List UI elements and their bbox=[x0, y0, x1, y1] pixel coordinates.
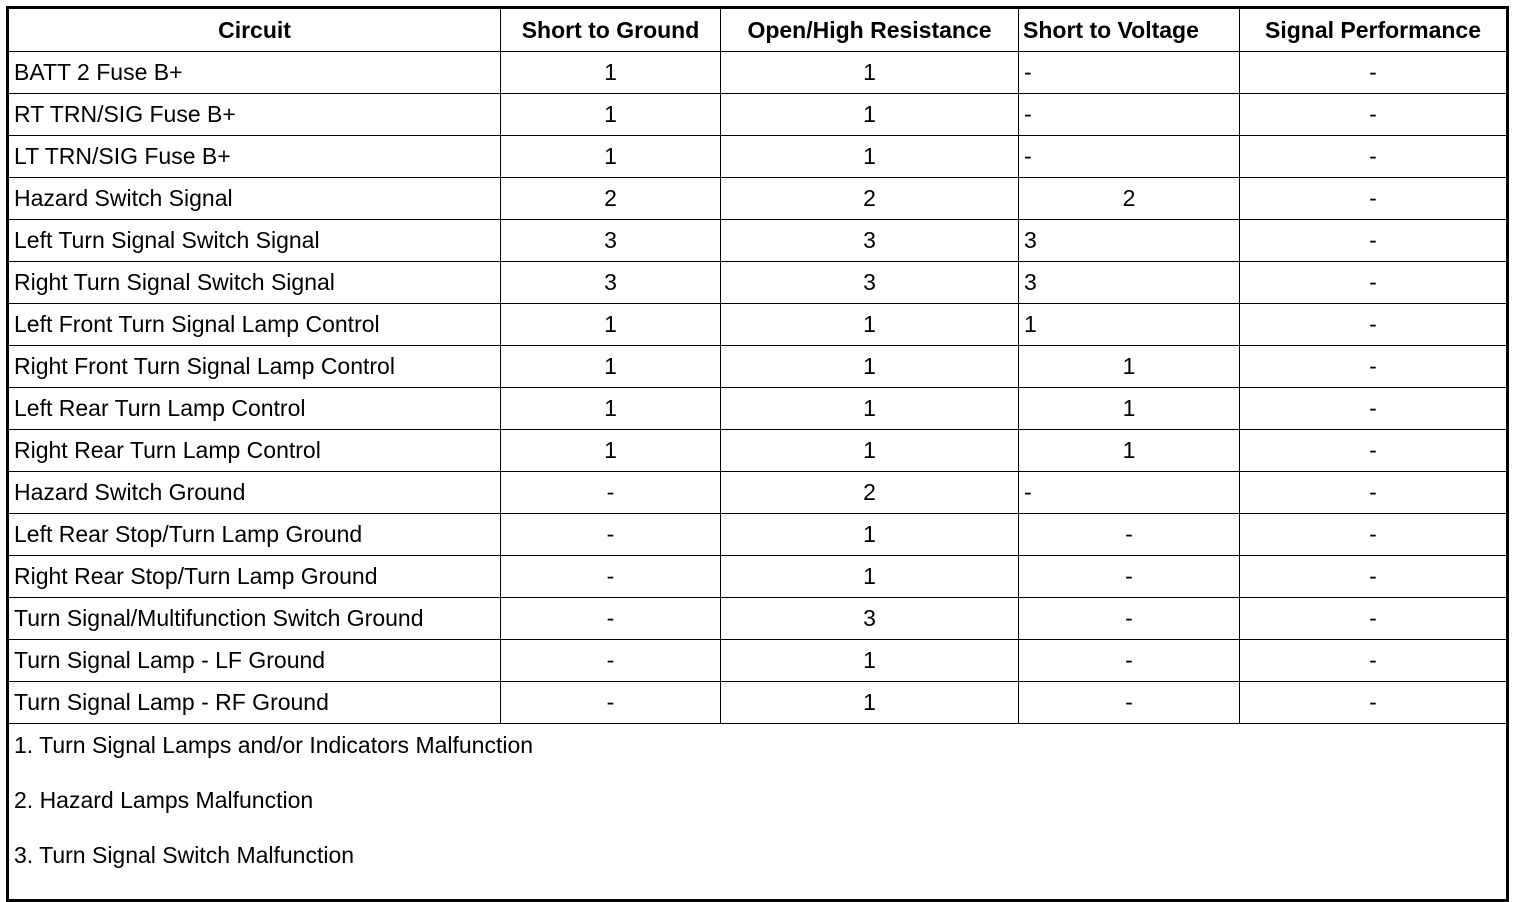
short-to-voltage-cell: - bbox=[1019, 94, 1240, 136]
table-row bbox=[8, 178, 1508, 220]
short-to-voltage-cell: - bbox=[1019, 52, 1240, 94]
open-high-resistance-cell: 1 bbox=[721, 640, 1019, 682]
open-high-resistance-cell: 1 bbox=[721, 346, 1019, 388]
table-row bbox=[8, 556, 1508, 598]
signal-performance-cell: - bbox=[1240, 682, 1508, 724]
open-high-resistance-cell: 1 bbox=[721, 430, 1019, 472]
short-to-ground-cell: 1 bbox=[501, 52, 721, 94]
short-to-ground-cell: 1 bbox=[501, 94, 721, 136]
signal-performance-cell: - bbox=[1240, 388, 1508, 430]
short-to-voltage-cell: - bbox=[1019, 556, 1240, 598]
table-row bbox=[8, 640, 1508, 682]
short-to-ground-cell: 1 bbox=[501, 430, 721, 472]
open-high-resistance-cell: 2 bbox=[721, 178, 1019, 220]
table-row bbox=[8, 136, 1508, 178]
column-header-short-to-ground: Short to Ground bbox=[501, 8, 721, 52]
circuit-cell: RT TRN/SIG Fuse B+ bbox=[8, 94, 501, 136]
signal-performance-cell: - bbox=[1240, 598, 1508, 640]
signal-performance-cell: - bbox=[1240, 94, 1508, 136]
short-to-ground-cell: 1 bbox=[501, 346, 721, 388]
note-2: 2. Hazard Lamps Malfunction bbox=[14, 787, 314, 813]
signal-performance-cell: - bbox=[1240, 514, 1508, 556]
signal-performance-cell: - bbox=[1240, 472, 1508, 514]
table-row bbox=[8, 262, 1508, 304]
short-to-voltage-cell: - bbox=[1019, 136, 1240, 178]
signal-performance-cell: - bbox=[1240, 136, 1508, 178]
table-row bbox=[8, 472, 1508, 514]
open-high-resistance-cell: 3 bbox=[721, 262, 1019, 304]
table-row bbox=[8, 388, 1508, 430]
open-high-resistance-cell: 1 bbox=[721, 388, 1019, 430]
signal-performance-cell: - bbox=[1240, 304, 1508, 346]
table-header-row bbox=[8, 8, 1508, 52]
circuit-cell: Right Front Turn Signal Lamp Control bbox=[8, 346, 501, 388]
signal-performance-cell: - bbox=[1240, 220, 1508, 262]
notes-cell bbox=[8, 724, 1508, 901]
short-to-ground-cell: - bbox=[501, 682, 721, 724]
table-row bbox=[8, 220, 1508, 262]
short-to-ground-cell: 1 bbox=[501, 388, 721, 430]
circuit-cell: Left Rear Stop/Turn Lamp Ground bbox=[8, 514, 501, 556]
signal-performance-cell: - bbox=[1240, 178, 1508, 220]
table-row bbox=[8, 346, 1508, 388]
circuit-cell: Left Front Turn Signal Lamp Control bbox=[8, 304, 501, 346]
open-high-resistance-cell: 1 bbox=[721, 52, 1019, 94]
short-to-ground-cell: 2 bbox=[501, 178, 721, 220]
column-header-open-high-resistance: Open/High Resistance bbox=[721, 8, 1019, 52]
short-to-voltage-cell: 1 bbox=[1019, 430, 1240, 472]
short-to-ground-cell: 3 bbox=[501, 262, 721, 304]
short-to-ground-cell: 1 bbox=[501, 136, 721, 178]
signal-performance-cell: - bbox=[1240, 430, 1508, 472]
short-to-ground-cell: 1 bbox=[501, 304, 721, 346]
signal-performance-cell: - bbox=[1240, 346, 1508, 388]
notes-row bbox=[8, 724, 1508, 901]
table-row bbox=[8, 430, 1508, 472]
signal-performance-cell: - bbox=[1240, 52, 1508, 94]
short-to-ground-cell: - bbox=[501, 598, 721, 640]
circuit-cell: Hazard Switch Signal bbox=[8, 178, 501, 220]
open-high-resistance-cell: 1 bbox=[721, 304, 1019, 346]
signal-performance-cell: - bbox=[1240, 556, 1508, 598]
open-high-resistance-cell: 3 bbox=[721, 598, 1019, 640]
open-high-resistance-cell: 1 bbox=[721, 556, 1019, 598]
circuit-cell: Turn Signal/Multifunction Switch Ground bbox=[8, 598, 501, 640]
circuit-cell: BATT 2 Fuse B+ bbox=[8, 52, 501, 94]
open-high-resistance-cell: 1 bbox=[721, 682, 1019, 724]
short-to-voltage-cell: 3 bbox=[1019, 262, 1240, 304]
open-high-resistance-cell: 1 bbox=[721, 94, 1019, 136]
open-high-resistance-cell: 3 bbox=[721, 220, 1019, 262]
short-to-ground-cell: - bbox=[501, 472, 721, 514]
signal-performance-cell: - bbox=[1240, 262, 1508, 304]
table-row bbox=[8, 682, 1508, 724]
signal-performance-cell: - bbox=[1240, 640, 1508, 682]
short-to-voltage-cell: - bbox=[1019, 682, 1240, 724]
column-header-circuit: Circuit bbox=[8, 8, 501, 52]
short-to-voltage-cell: - bbox=[1019, 598, 1240, 640]
short-to-ground-cell: - bbox=[501, 640, 721, 682]
table-row bbox=[8, 52, 1508, 94]
circuit-cell: Right Rear Turn Lamp Control bbox=[8, 430, 501, 472]
circuit-cell: Right Rear Stop/Turn Lamp Ground bbox=[8, 556, 501, 598]
short-to-voltage-cell: - bbox=[1019, 514, 1240, 556]
open-high-resistance-cell: 1 bbox=[721, 514, 1019, 556]
column-header-signal-performance: Signal Performance bbox=[1240, 8, 1508, 52]
column-header-short-to-voltage: Short to Voltage bbox=[1019, 8, 1240, 52]
short-to-voltage-cell: 1 bbox=[1019, 304, 1240, 346]
short-to-ground-cell: 3 bbox=[501, 220, 721, 262]
circuit-cell: Turn Signal Lamp - LF Ground bbox=[8, 640, 501, 682]
circuit-cell: Right Turn Signal Switch Signal bbox=[8, 262, 501, 304]
table-row bbox=[8, 304, 1508, 346]
short-to-voltage-cell: - bbox=[1019, 472, 1240, 514]
short-to-voltage-cell: 3 bbox=[1019, 220, 1240, 262]
short-to-ground-cell: - bbox=[501, 556, 721, 598]
short-to-voltage-cell: 2 bbox=[1019, 178, 1240, 220]
note-3: 3. Turn Signal Switch Malfunction bbox=[14, 842, 355, 868]
circuit-cell: Hazard Switch Ground bbox=[8, 472, 501, 514]
circuit-cell: LT TRN/SIG Fuse B+ bbox=[8, 136, 501, 178]
table-row bbox=[8, 94, 1508, 136]
short-to-ground-cell: - bbox=[501, 514, 721, 556]
short-to-voltage-cell: 1 bbox=[1019, 346, 1240, 388]
note-1: 1. Turn Signal Lamps and/or Indicators Malfunction bbox=[14, 732, 534, 758]
open-high-resistance-cell: 2 bbox=[721, 472, 1019, 514]
table-row bbox=[8, 598, 1508, 640]
short-to-voltage-cell: 1 bbox=[1019, 388, 1240, 430]
table-row bbox=[8, 514, 1508, 556]
circuit-cell: Turn Signal Lamp - RF Ground bbox=[8, 682, 501, 724]
circuit-diagnostic-table bbox=[6, 6, 1509, 902]
circuit-cell: Left Turn Signal Switch Signal bbox=[8, 220, 501, 262]
short-to-voltage-cell: - bbox=[1019, 640, 1240, 682]
circuit-cell: Left Rear Turn Lamp Control bbox=[8, 388, 501, 430]
open-high-resistance-cell: 1 bbox=[721, 136, 1019, 178]
